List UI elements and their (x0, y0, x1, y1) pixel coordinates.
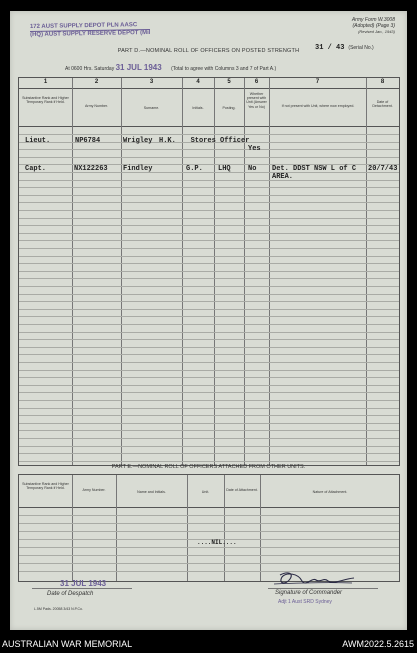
ruled-line (19, 263, 399, 264)
ruled-line (19, 256, 399, 257)
serial-value: 31 / 43 (315, 44, 345, 52)
ruled-line (19, 233, 399, 234)
print-reference: L.5M Pads. 20058 3/43 N.P.Co. (34, 607, 83, 611)
row1-rank: Lieut. (25, 137, 51, 145)
unit-stamp-line1: 172 AUST SUPPLY DEPOT PLN AASC (30, 22, 150, 32)
ruled-line (19, 555, 399, 556)
header-surname: Surname. (143, 106, 160, 110)
e-header-army-number: Army Number. (82, 488, 106, 492)
ruled-line (19, 157, 399, 158)
unit-stamp (30, 22, 151, 39)
part-e-title: PART E.—NOMINAL ROLL OF OFFICERS ATTACHED FROM OTHER UNITS. (111, 464, 306, 470)
ruled-line (19, 339, 399, 340)
unit-stamp-line2: (HQ) AUST SUPPLY RESERVE DEPOT (Mil (30, 29, 151, 39)
e-header-unit: Unit. (201, 490, 210, 494)
form-reference (352, 17, 395, 34)
credit-institution: AUSTRALIAN WAR MEMORIAL (2, 639, 133, 649)
row2-employed: Det. DDST NSW L of C AREA. (272, 165, 357, 181)
part-e-table (18, 474, 400, 582)
serial-label: (Serial No.) (348, 45, 374, 51)
col-number-8: 8 (380, 79, 385, 85)
header-initials: Initials. (192, 106, 204, 110)
army-form-label: Army Form W.3008 (351, 17, 395, 23)
row1-initials: H.K. (159, 137, 176, 145)
ruled-line (19, 195, 399, 196)
ruled-line (19, 294, 399, 295)
ruled-line (19, 531, 399, 532)
date-suffix: (Total to agree with Columns 3 and 7 of Part A.) (171, 66, 277, 72)
row2-posting: LHQ (218, 165, 231, 173)
header-rank: Substantive Rank and Higher Temporary Rank if Held. (22, 96, 69, 105)
date-prefix: At 0600 Hrs. Saturday (65, 66, 115, 72)
row1-present: Yes (248, 145, 261, 153)
header-posting: Posting. (222, 106, 236, 110)
ruled-line (19, 547, 399, 548)
ruled-line (19, 408, 399, 409)
ruled-line (19, 377, 399, 378)
ruled-line (19, 286, 399, 287)
ruled-line (19, 446, 399, 447)
ruled-line (19, 461, 399, 462)
signature-line (268, 588, 378, 589)
row2-surname: Findley (123, 165, 153, 173)
ruled-line (19, 218, 399, 219)
part-d-table (18, 77, 400, 466)
edition-label: (Revised Jan., 1943) (358, 29, 395, 34)
ruled-line (19, 430, 399, 431)
row2-initials: G.P. (186, 165, 203, 173)
e-header-rank: Substantive Rank and Higher Temporary Rank if Held. (22, 482, 69, 491)
signature-label: Signature of Commander (275, 590, 343, 596)
adopted-label: (Adopted) (Page 3) (352, 23, 395, 29)
nil-entry: ....NIL.... (197, 539, 237, 546)
ruled-line (19, 400, 399, 401)
despatch-label: Date of Despatch (47, 591, 94, 597)
ruled-line (19, 316, 399, 317)
despatch-stamp: 31 JUL 1943 (60, 579, 107, 588)
ruled-line (19, 210, 399, 211)
ruled-line (19, 385, 399, 386)
ruled-line (19, 370, 399, 371)
ruled-line (19, 347, 399, 348)
ruled-line (19, 309, 399, 310)
ruled-line (19, 240, 399, 241)
row2-rank: Capt. (25, 165, 47, 173)
date-stamp: 31 JUL 1943 (115, 63, 162, 72)
ruled-line (19, 563, 399, 564)
ruled-line (19, 453, 399, 454)
ruled-line (19, 392, 399, 393)
ruled-line (19, 332, 399, 333)
ruled-line (19, 523, 399, 524)
ruled-line (19, 324, 399, 325)
header-employed: If not present with Unit, where now employed. (281, 104, 355, 108)
row1-number: NP6784 (75, 137, 101, 145)
despatch-line (32, 588, 132, 589)
ruled-line (19, 187, 399, 188)
col-number-7: 7 (315, 79, 320, 85)
ruled-line (19, 423, 399, 424)
ruled-line (19, 134, 399, 135)
ruled-line (19, 438, 399, 439)
ruled-line (19, 354, 399, 355)
ruled-line (19, 301, 399, 302)
credit-accession: AWM2022.5.2615 (342, 639, 414, 649)
ruled-line (19, 225, 399, 226)
row2-present: No (248, 165, 257, 173)
col-number-4: 4 (196, 79, 200, 85)
row2-detachment-date: 20/7/43 (368, 165, 398, 173)
form-sheet (10, 11, 407, 630)
ruled-line (19, 415, 399, 416)
part-d-date-line (65, 63, 276, 72)
row1-surname: Wrigley (123, 137, 153, 145)
archive-credit-bar (0, 638, 417, 653)
col-number-5: 5 (227, 79, 231, 85)
header-present: Whether present with Unit (Answer Yes or No) (246, 92, 267, 109)
ruled-line (19, 149, 399, 150)
col-number-2: 2 (94, 79, 99, 85)
e-header-name: Name and Initials. (137, 490, 166, 494)
commander-stamp: Adjt 1 Aust SRD Sydney (278, 599, 332, 605)
col-number-3: 3 (149, 79, 154, 85)
ruled-line (19, 248, 399, 249)
row1-posting: Stores Officer (190, 137, 250, 145)
header-detachment-date: Date of Detachment. (372, 100, 393, 109)
row2-number: NX122263 (74, 165, 108, 173)
e-header-date: Date of Attachment. (226, 488, 258, 492)
ruled-line (19, 362, 399, 363)
part-d-title: PART D.—NOMINAL ROLL OF OFFICERS ON POSTED STRENGTH (117, 48, 300, 54)
col-number-6: 6 (254, 79, 259, 85)
col-number-1: 1 (43, 79, 48, 85)
e-header-nature: Nature of Attachment. (312, 490, 348, 494)
ruled-line (19, 271, 399, 272)
ruled-line (19, 278, 399, 279)
ruled-line (19, 202, 399, 203)
ruled-line (19, 515, 399, 516)
header-army-number: Army Number. (85, 104, 108, 108)
